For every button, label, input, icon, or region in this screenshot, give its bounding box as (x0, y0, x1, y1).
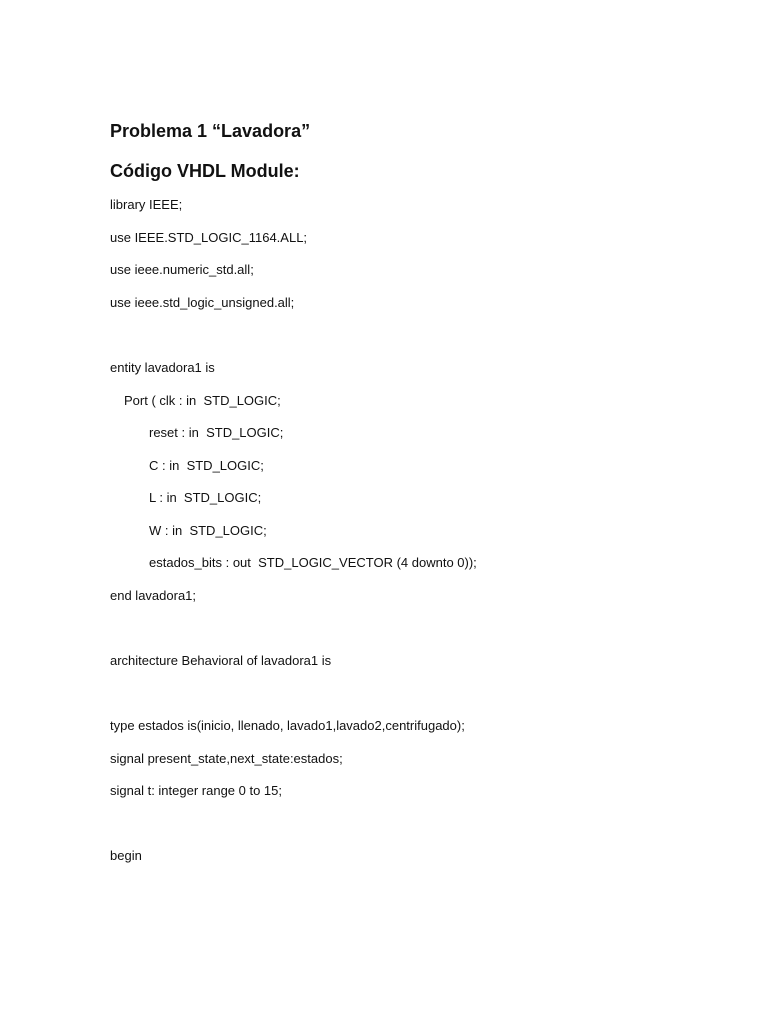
code-line: reset : in STD_LOGIC; (149, 425, 284, 440)
document-title: Problema 1 “Lavadora” (110, 121, 311, 141)
code-line: architecture Behavioral of lavadora1 is (110, 653, 332, 668)
code-line: estados_bits : out STD_LOGIC_VECTOR (4 downto 0)); (149, 555, 477, 570)
code-line: use ieee.numeric_std.all; (110, 262, 254, 277)
code-line: C : in STD_LOGIC; (149, 458, 264, 473)
code-line: end lavadora1; (110, 588, 197, 603)
code-line: L : in STD_LOGIC; (149, 490, 262, 505)
code-line: library IEEE; (110, 197, 183, 212)
code-line: Port ( clk : in STD_LOGIC; (124, 393, 281, 408)
code-line: W : in STD_LOGIC; (149, 523, 267, 538)
code-line: signal t: integer range 0 to 15; (110, 783, 283, 798)
document-subtitle: Código VHDL Module: (110, 161, 300, 181)
code-line: signal present_state,next_state:estados; (110, 751, 343, 766)
code-line: type estados is(inicio, llenado, lavado1,lavado2,centrifugado); (110, 718, 465, 733)
code-line: begin (110, 848, 142, 863)
code-line: use ieee.std_logic_unsigned.all; (110, 295, 295, 310)
code-line: entity lavadora1 is (110, 360, 215, 375)
code-line: use IEEE.STD_LOGIC_1164.ALL; (110, 230, 308, 245)
